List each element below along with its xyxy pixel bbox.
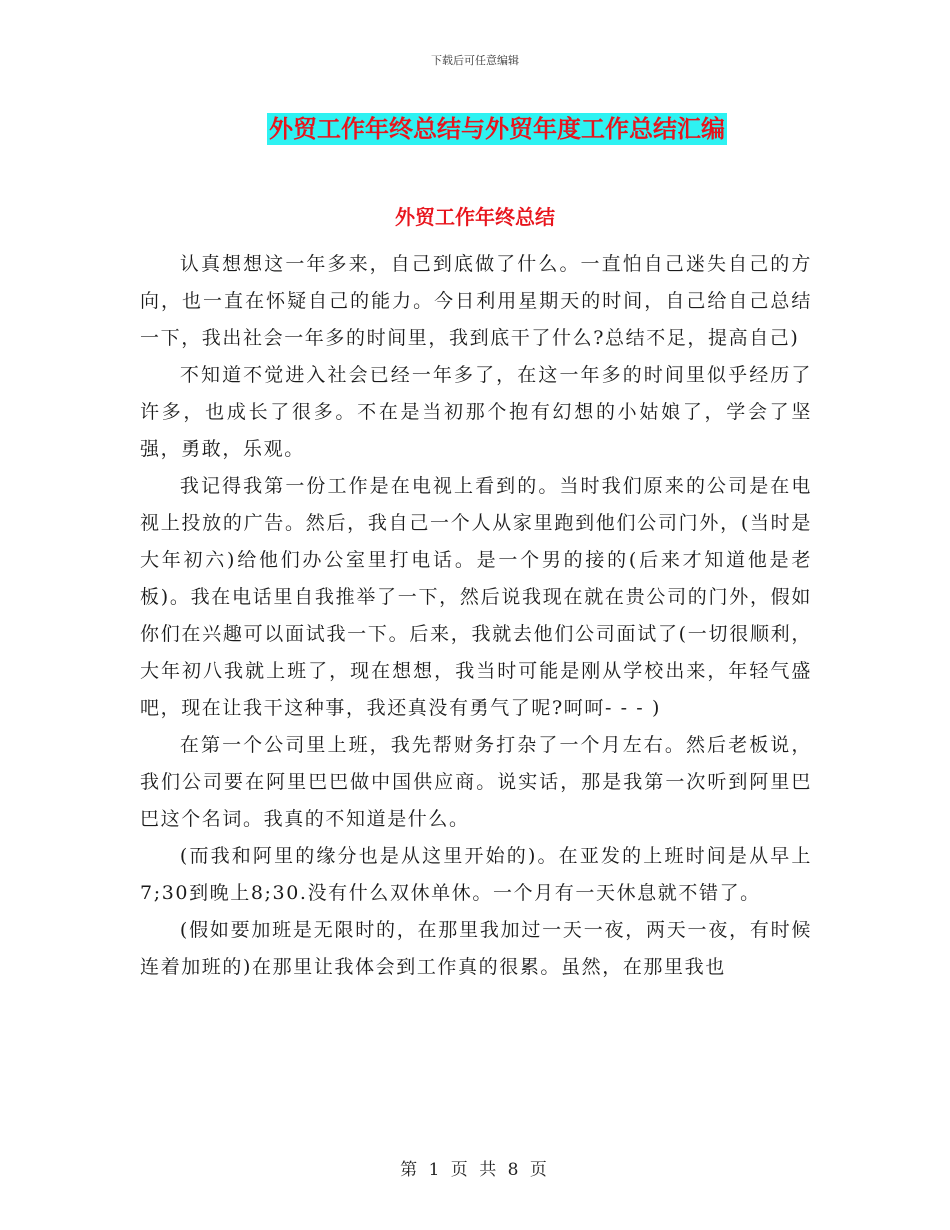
paragraph: 在第一个公司里上班，我先帮财务打杂了一个月左右。然后老板说，我们公司要在阿里巴巴做中国供应商。说实话，那是我第一次听到阿里巴巴这个名词。我真的不知道是什么。: [140, 734, 812, 830]
page-footer: 第 1 页 共 8 页: [400, 1160, 550, 1180]
paragraph: 不知道不觉进入社会已经一年多了，在这一年多的时间里似乎经历了许多，也成长了很多。不在是当初那个抱有幻想的小姑娘了，学会了坚强，勇敢，乐观。: [140, 364, 812, 460]
body-text: [140, 246, 812, 986]
paragraph: (假如要加班是无限时的，在那里我加过一天一夜，两天一夜，有时候连着加班的)在那里让我体会到工作真的很累。虽然，在那里我也: [140, 919, 812, 978]
document-title-wrap: [0, 113, 950, 145]
paragraph: (而我和阿里的缘分也是从这里开始的)。在亚发的上班时间是从早上7;30到晚上8;30.没有什么双休单休。一个月有一天休息就不错了。: [140, 845, 812, 904]
document-title: 外贸工作年终总结与外贸年度工作总结汇编: [269, 115, 725, 143]
header-note: 下载后可任意编辑: [431, 54, 519, 67]
paragraph: 我记得我第一份工作是在电视上看到的。当时我们原来的公司是在电视上投放的广告。然后，我自己一个人从家里跑到他们公司门外，(当时是大年初六)给他们办公室里打电话。是一个男的接的(后来才知道他是老板)。我在电话里自我推举了一下，然后说我现在就在贵公司的门外，假如你们在兴趣可以面试我一下。后来，我就去他们公司面试了(一切很顺利，大年初八我就上班了，现在想想，我当时可能是刚从学校出来，年轻气盛吧，现在让我干这种事，我还真没有勇气了呢?呵呵- - - ): [140, 475, 812, 719]
section-title: 外贸工作年终总结: [395, 205, 555, 229]
paragraph: 认真想想这一年多来，自己到底做了什么。一直怕自己迷失自己的方向，也一直在怀疑自己的能力。今日利用星期天的时间，自己给自己总结一下，我出社会一年多的时间里，我到底干了什么?总结不足，提高自己): [140, 253, 812, 349]
